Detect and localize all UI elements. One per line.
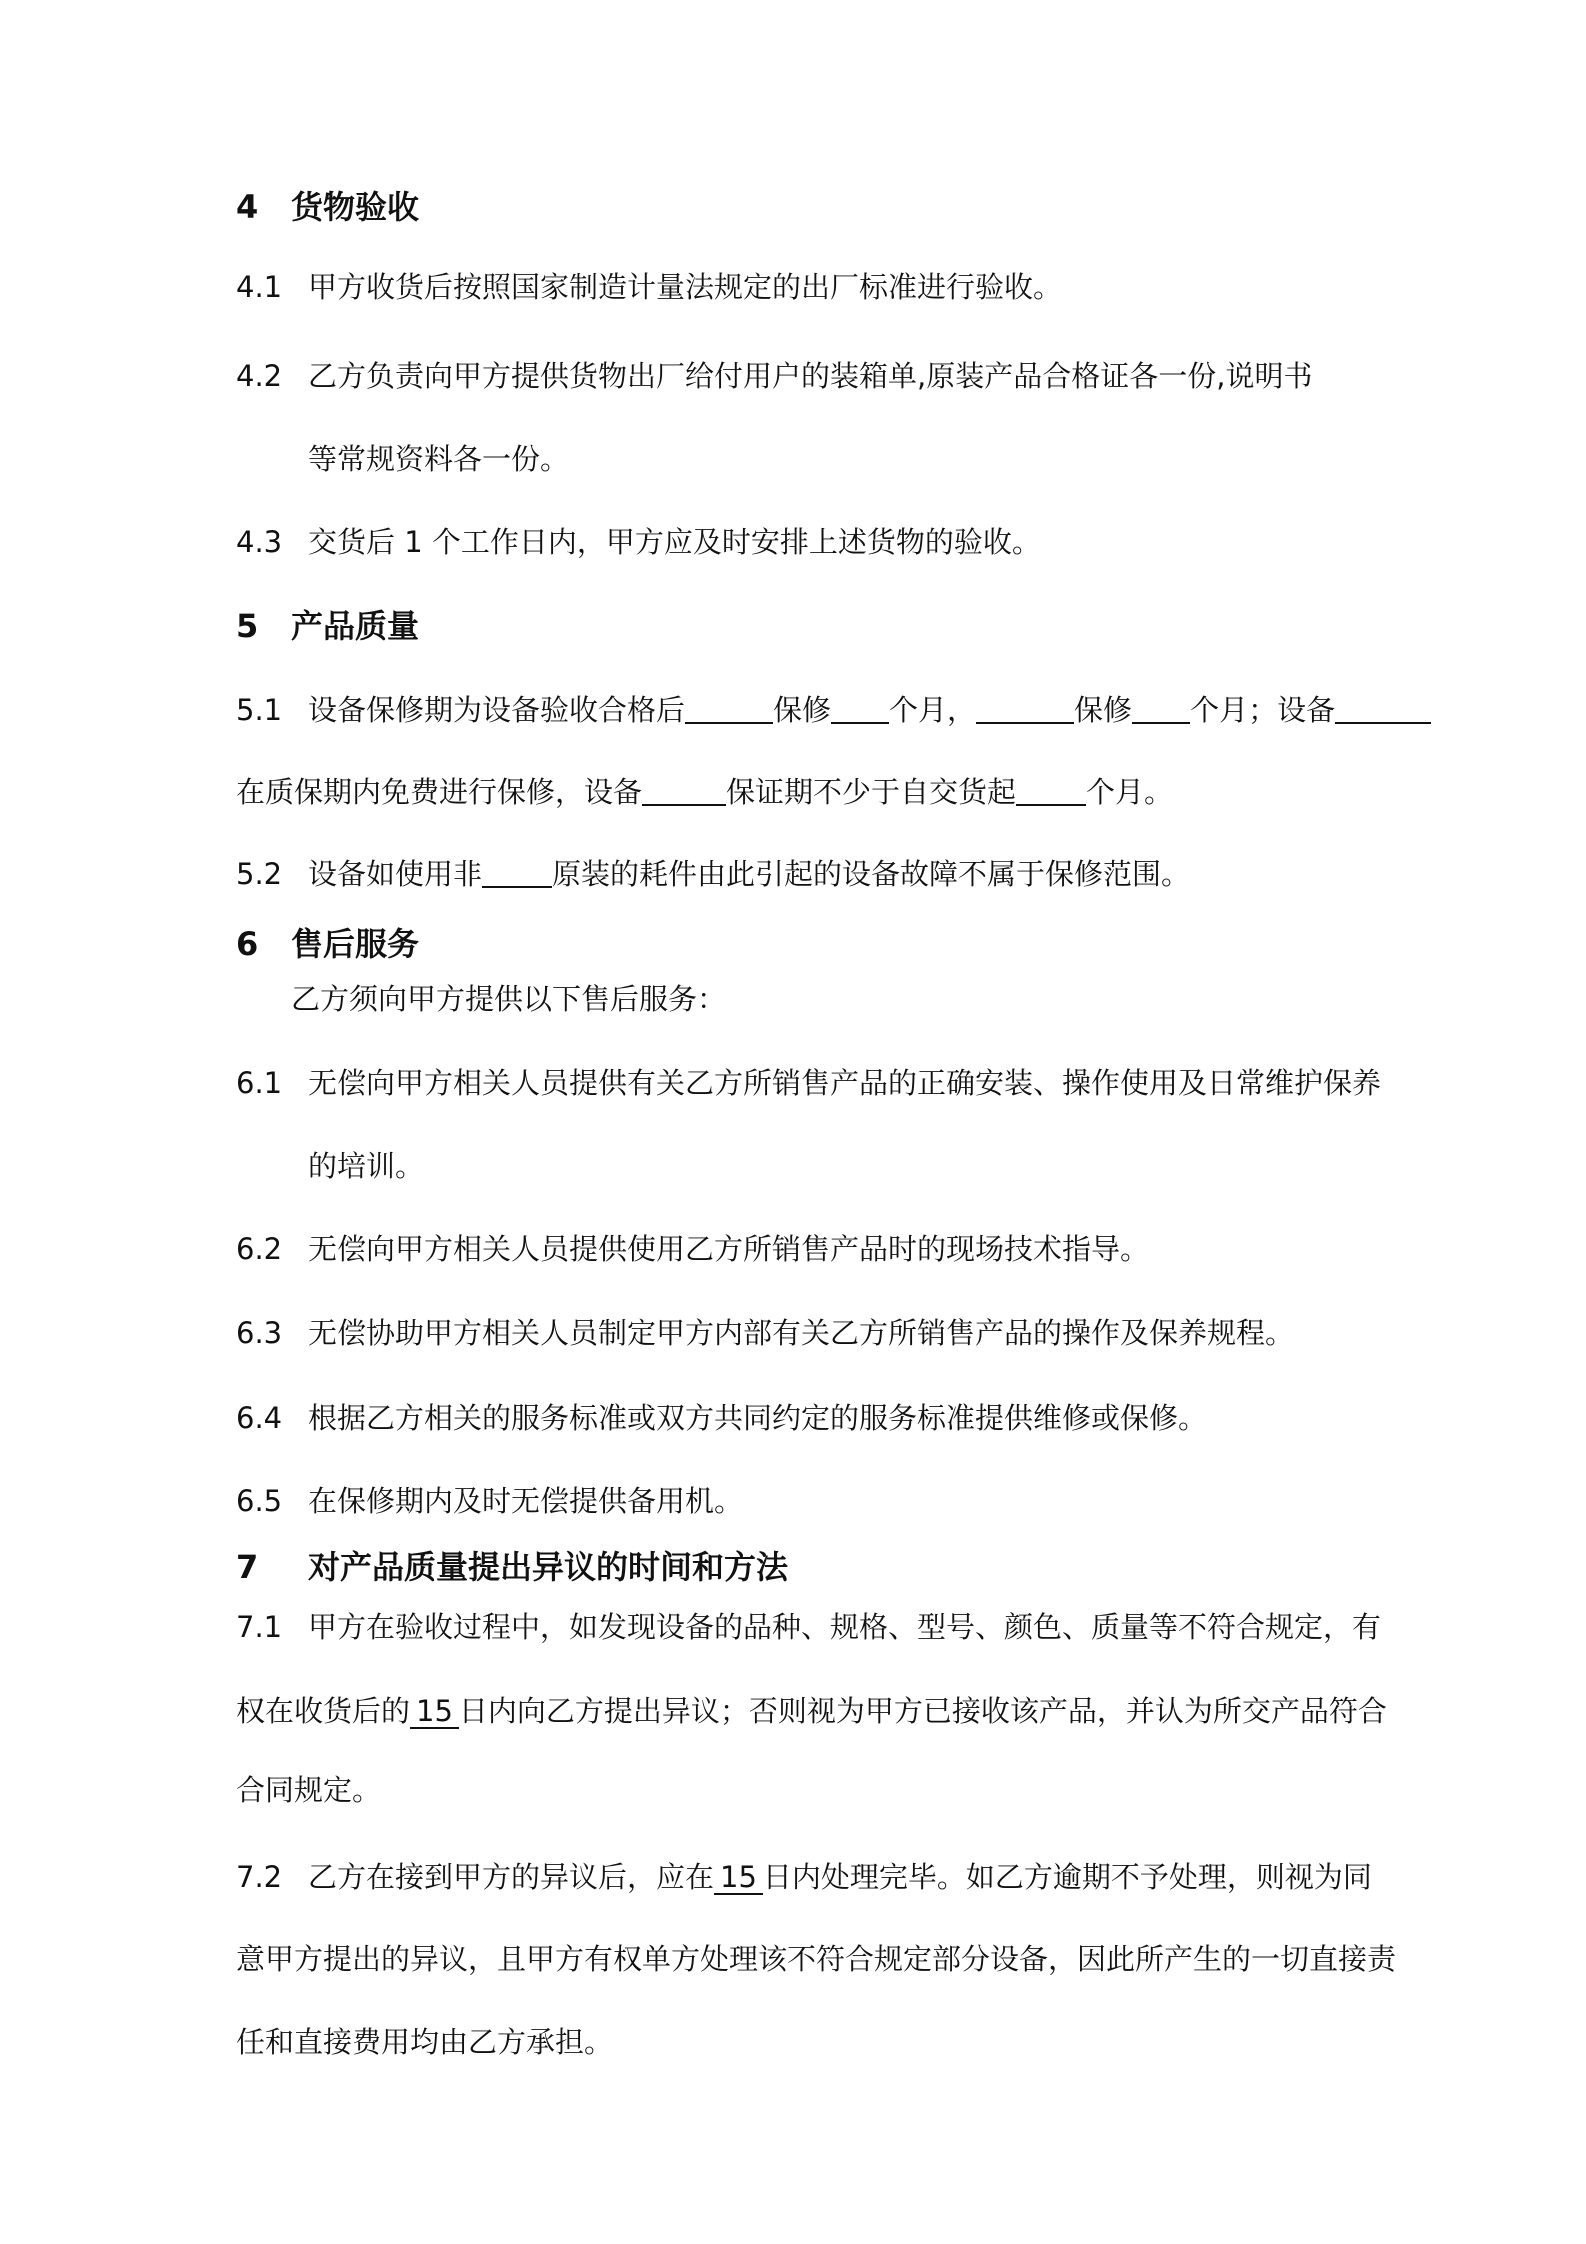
clause-text: 任和直接费用均由乙方承担。	[236, 2025, 614, 2059]
clause-6-2	[236, 1229, 1149, 1269]
clause-text: 设备如使用非	[308, 857, 483, 891]
clause-text: 权在收货后的	[236, 1694, 411, 1728]
clause-text: 乙方负责向甲方提供货物出厂给付用户的装箱单,原装产品合格证各一份,说明书	[308, 359, 1313, 393]
clause-text: 在保修期内及时无偿提供备用机。	[308, 1484, 744, 1518]
blank-field	[642, 774, 726, 806]
clause-number: 7.2	[236, 1860, 283, 1894]
clause-number: 6.2	[236, 1232, 283, 1266]
clause-text: 原装的耗件由此引起的设备故障不属于保修范围。	[552, 857, 1191, 891]
section-6-intro	[291, 979, 726, 1019]
clause-text: 甲方在验收过程中，如发现设备的品种、规格、型号、颜色、质量等不符合规定，有	[308, 1610, 1382, 1644]
blank-field	[1132, 692, 1190, 724]
clause-6-1	[236, 1063, 1381, 1103]
clause-text: 个月。	[1086, 775, 1174, 809]
clause-6-5	[236, 1481, 743, 1521]
clause-6-1-continued	[308, 1146, 424, 1186]
clause-5-1	[236, 690, 1431, 730]
clause-number: 4.3	[236, 525, 283, 559]
section-number: 5	[236, 607, 259, 645]
clause-text: 根据乙方相关的服务标准或双方共同约定的服务标准提供维修或保修。	[308, 1401, 1208, 1435]
days-value: 15	[410, 1695, 459, 1729]
clause-text: 保修	[773, 693, 832, 727]
clause-number: 6.5	[236, 1484, 283, 1518]
section-5-heading	[236, 604, 419, 648]
clause-5-1-continued	[236, 772, 1173, 812]
clause-7-2-continued-2	[236, 2022, 613, 2062]
clause-number: 6.1	[236, 1066, 283, 1100]
clause-6-4	[236, 1398, 1207, 1438]
section-title: 产品质量	[291, 607, 420, 645]
clause-text: 个月，	[889, 693, 977, 727]
clause-text: 保证期不少于自交货起	[726, 775, 1017, 809]
clause-6-3	[236, 1313, 1294, 1353]
blank-field	[976, 692, 1074, 724]
clause-text: 无偿向甲方相关人员提供使用乙方所销售产品时的现场技术指导。	[308, 1232, 1150, 1266]
blank-field	[1016, 774, 1086, 806]
clause-7-1-continued	[236, 1691, 1387, 1731]
clause-number: 7.1	[236, 1610, 283, 1644]
section-6-heading	[236, 922, 419, 966]
clause-text: 甲方收货后按照国家制造计量法规定的出厂标准进行验收。	[308, 270, 1063, 304]
clause-text: 个月；设备	[1190, 693, 1336, 727]
blank-field	[831, 692, 889, 724]
clause-text: 意甲方提出的异议，且甲方有权单方处理该不符合规定部分设备，因此所产生的一切直接责	[236, 1942, 1397, 1976]
clause-number: 5.2	[236, 857, 283, 891]
clause-7-1	[236, 1607, 1381, 1647]
clause-text: 在质保期内免费进行保修，设备	[236, 775, 643, 809]
clause-5-2	[236, 854, 1190, 894]
clause-text: 的培训。	[308, 1149, 425, 1183]
clause-text: 乙方在接到甲方的异议后，应在	[308, 1860, 715, 1894]
intro-text: 乙方须向甲方提供以下售后服务：	[291, 982, 727, 1016]
clause-text: 无偿向甲方相关人员提供有关乙方所销售产品的正确安装、操作使用及日常维护保养	[308, 1066, 1382, 1100]
clause-7-2-continued	[236, 1939, 1396, 1979]
days-value: 15	[714, 1861, 763, 1895]
clause-text: 设备保修期为设备验收合格后	[308, 693, 686, 727]
clause-text: 保修	[1074, 693, 1133, 727]
section-title: 货物验收	[291, 188, 420, 226]
section-7-heading	[236, 1545, 788, 1589]
clause-number: 4.1	[236, 270, 283, 304]
clause-number: 4.2	[236, 359, 283, 393]
clause-4-2	[236, 356, 1312, 396]
clause-text: 日内处理完毕。如乙方逾期不予处理，则视为同	[762, 1860, 1372, 1894]
blank-field	[685, 692, 773, 724]
clause-4-3	[236, 522, 1041, 562]
clause-text: 合同规定。	[236, 1773, 382, 1807]
clause-number: 5.1	[236, 693, 283, 727]
blank-field	[482, 856, 552, 888]
section-number: 4	[236, 188, 259, 226]
blank-field	[1335, 692, 1431, 724]
clause-text: 日内向乙方提出异议；否则视为甲方已接收该产品，并认为所交产品符合	[458, 1694, 1387, 1728]
clause-number: 6.3	[236, 1316, 283, 1350]
clause-4-1	[236, 267, 1062, 307]
section-number: 6	[236, 925, 259, 963]
clause-text: 交货后 1 个工作日内，甲方应及时安排上述货物的验收。	[308, 525, 1041, 559]
clause-7-1-continued-2	[236, 1770, 381, 1810]
clause-number: 6.4	[236, 1401, 283, 1435]
section-number: 7	[236, 1548, 259, 1586]
section-title: 对产品质量提出异议的时间和方法	[308, 1548, 789, 1586]
clause-4-2-continued	[308, 439, 569, 479]
section-title: 售后服务	[291, 925, 420, 963]
clause-7-2	[236, 1857, 1372, 1897]
clause-text: 等常规资料各一份。	[308, 442, 570, 476]
section-4-heading	[236, 185, 419, 229]
clause-text: 无偿协助甲方相关人员制定甲方内部有关乙方所销售产品的操作及保养规程。	[308, 1316, 1295, 1350]
